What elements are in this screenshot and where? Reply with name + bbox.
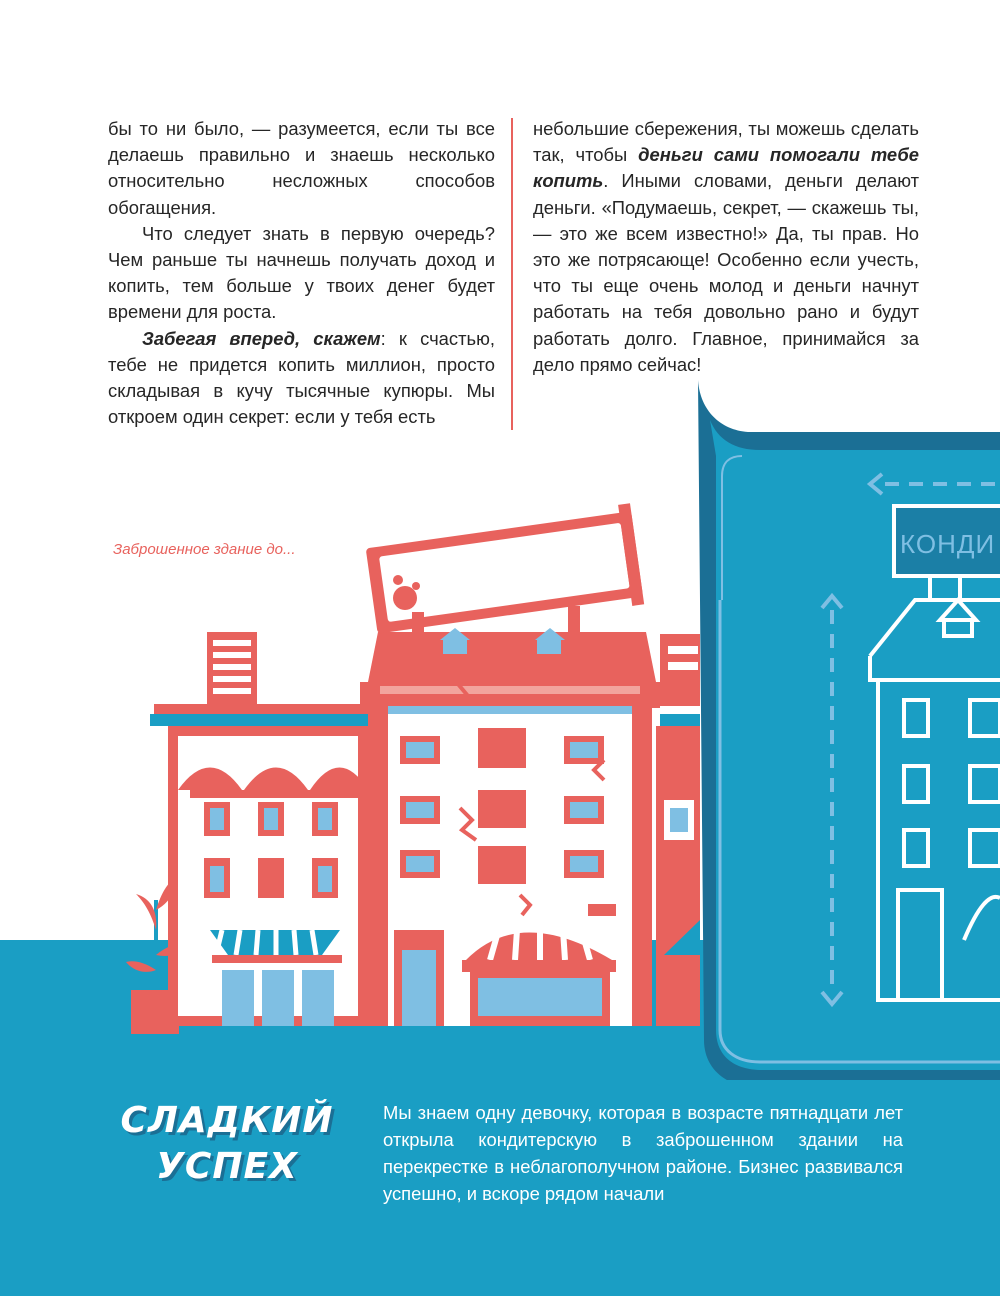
after-panel xyxy=(698,380,1000,1080)
paragraph-text: : к счастью, тебе не придется копить миллион, просто складывая в кучу тысячные купюры. Мы откроем один секрет: если у тебя есть xyxy=(108,327,495,428)
paragraph: Что следует знать в первую очередь? Чем раньше ты начнешь получать доход и копить, тем больше у твоих денег будет времени для роста. xyxy=(108,222,495,323)
center-building xyxy=(360,628,660,1026)
emphasis: Забегая вперед, скажем xyxy=(142,327,381,349)
shop-sign-text: КОНДИ xyxy=(900,529,996,559)
emphasis: деньги сами помогали тебе копить xyxy=(533,144,919,192)
illustration-caption: Заброшенное здание до... xyxy=(113,541,296,558)
left-building xyxy=(150,632,380,1026)
right-text-column xyxy=(533,116,919,378)
broken-sign xyxy=(365,503,645,642)
paragraph-text: . Иными словами, деньги делают деньги. «Подумаешь, секрет, — скажешь ты, — это же всем известно!» Да, ты прав. Но это же потрясающе! Особенно если учесть, что ты еще очень молод и деньги начнут работать на тебя довольно рано и будут работать долго. Главное, принимайся за дело прямо сейчас! xyxy=(533,170,919,375)
headline-line: УСПЕХ xyxy=(156,1146,298,1187)
paragraph: бы то ни было, — разумеется, если ты все делаешь правильно и знаешь несколько относительно несложных способов обогащения. xyxy=(108,118,495,218)
headline-line: СЛАДКИЙ xyxy=(120,1100,334,1141)
right-building xyxy=(656,634,700,1026)
building-illustration xyxy=(0,380,1000,1080)
paragraph-text: небольшие сбережения, ты можешь сделать так, чтобы xyxy=(533,118,919,166)
paragraph xyxy=(533,116,919,378)
section-headline xyxy=(112,1098,342,1190)
story-paragraph: Мы знаем одну девочку, которая в возрасте пятнадцати лет открыла кондитерскую в заброшенном здании на перекрестке в неблагополучном районе. Бизнес развивался успешно, и вскоре рядом начали xyxy=(383,1102,903,1204)
